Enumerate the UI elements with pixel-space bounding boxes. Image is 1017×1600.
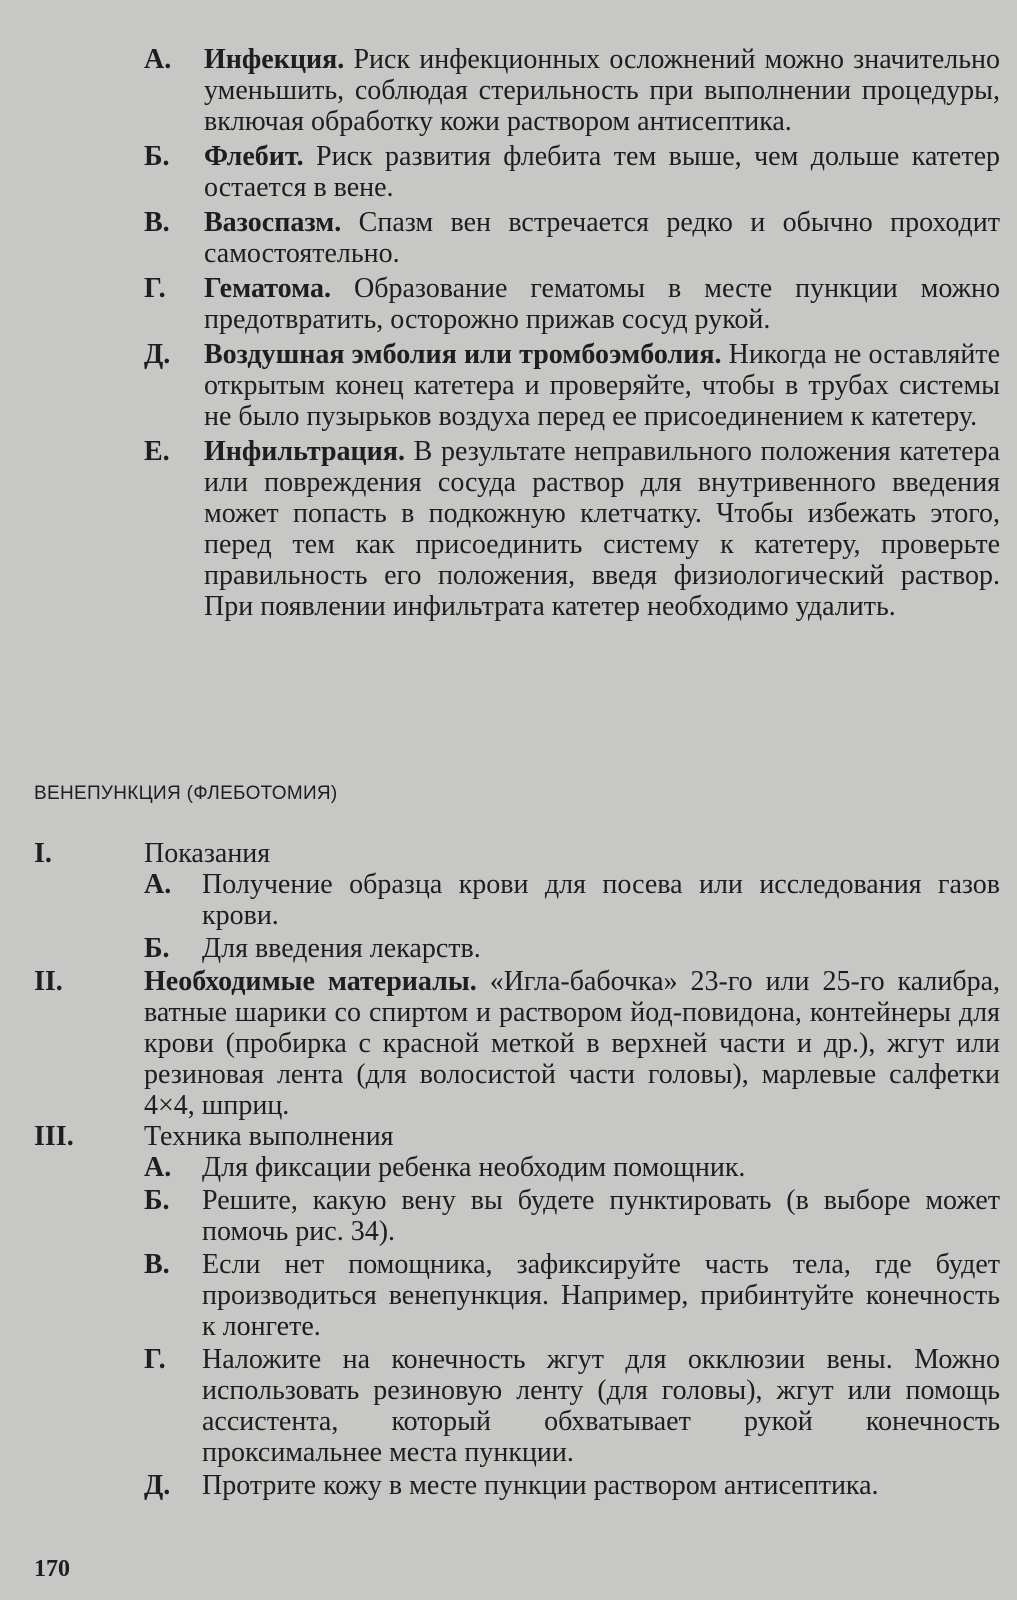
item-marker: А. — [144, 44, 172, 75]
item-marker: В. — [144, 207, 170, 238]
item-text: Спазм вен встречается редко и обычно проходит самостоятельно. — [204, 207, 1001, 269]
list-item — [144, 1344, 1000, 1468]
item-marker: Д. — [144, 339, 171, 370]
item-term: Воздушная эмболия или тромбоэмболия. — [204, 339, 722, 370]
item-text: Получение образца крови для посева или исследования газов крови. — [202, 869, 1000, 931]
section-number: I. — [34, 838, 52, 869]
section-number: III. — [34, 1121, 74, 1152]
section-indications — [34, 838, 1000, 869]
section-title: Техника выполнения — [144, 1121, 394, 1152]
item-term: Вазоспазм. — [204, 207, 342, 238]
item-text: Для введения лекарств. — [202, 933, 481, 964]
item-text: Если нет помощника, зафиксируйте часть тела, где будет производиться венепункция. Например, прибинтуйте конечность к лонгете. — [202, 1249, 1000, 1342]
list-item — [144, 141, 1000, 203]
page-number: 170 — [34, 1556, 70, 1582]
item-marker: Е. — [144, 436, 170, 467]
section-technique — [34, 1121, 1000, 1152]
list-item — [144, 436, 1000, 622]
item-term: Флебит. — [204, 141, 304, 172]
list-item — [144, 1249, 1000, 1342]
item-text: Риск развития флебита тем выше, чем дольше катетер остается в вене. — [204, 141, 1000, 203]
item-marker: Д. — [144, 1470, 171, 1501]
item-marker: А. — [144, 1152, 172, 1183]
item-term: Инфекция. — [204, 44, 345, 75]
section-title: Показания — [144, 838, 271, 869]
item-text: Решите, какую вену вы будете пунктировать (в выборе может помочь рис. 34). — [202, 1185, 1000, 1247]
item-marker: Б. — [144, 1185, 170, 1216]
item-term: Инфильтрация. — [204, 436, 405, 467]
item-marker: Б. — [144, 141, 170, 172]
list-item — [144, 869, 1000, 931]
list-item — [144, 1152, 1000, 1183]
item-text: Наложите на конечность жгут для окклюзии вены. Можно использовать резиновую ленту (для головы), жгут или помощь ассистента, который обхватывает рукой конечность проксимальнее места пункции. — [202, 1344, 1000, 1468]
list-item — [144, 339, 1000, 432]
list-item — [144, 207, 1000, 269]
section-number: II. — [34, 966, 63, 997]
item-text: Риск инфекционных осложнений можно значительно уменьшить, соблюдая стерильность при выполнении процедуры, включая обработку кожи раствором антисептика. — [204, 44, 1000, 137]
item-text: Протрите кожу в месте пункции раствором антисептика. — [202, 1470, 879, 1501]
list-item — [144, 933, 1000, 964]
complications-list — [144, 44, 1000, 626]
section-text: «Игла-бабочка» 23-го или 25-го калибра, ватные шарики со спиртом и раствором йод-повидона, контейнеры для крови (пробирка с красной меткой в верхней части и др.), жгут или резиновая лента (для волосистой части головы), марлевые салфетки 4×4, шприц. — [144, 966, 1000, 1121]
list-item — [144, 44, 1000, 137]
item-marker: Б. — [144, 933, 170, 964]
section-heading: ВЕНЕПУНКЦИЯ (ФЛЕБОТОМИЯ) — [34, 783, 338, 804]
item-marker: В. — [144, 1249, 170, 1280]
item-marker: А. — [144, 869, 172, 900]
list-item — [144, 273, 1000, 335]
item-text: Никогда не оставляйте открытым конец катетера и проверяйте, чтобы в трубах системы не было пузырьков воздуха перед ее присоединением к катетеру. — [204, 339, 1000, 432]
list-item — [144, 1185, 1000, 1247]
item-marker: Г. — [144, 1344, 166, 1375]
procedure-outline — [34, 838, 1000, 1503]
item-term: Гематома. — [204, 273, 331, 304]
item-text: Для фиксации ребенка необходим помощник. — [202, 1152, 746, 1183]
list-item — [144, 1470, 1000, 1501]
section-materials — [34, 966, 1000, 1121]
section-title: Необходимые материалы. — [144, 966, 477, 997]
item-marker: Г. — [144, 273, 166, 304]
item-text: Образование гематомы в месте пункции можно предотвратить, осторожно прижав сосуд рукой. — [204, 273, 1001, 335]
item-text: В результате неправильного положения катетера или повреждения сосуда раствор для внутривенного введения может попасть в подкожную клетчатку. Чтобы избежать этого, перед тем как присоединить систему к катетеру, проверьте правильность его положения, введя физиологический раствор. При появлении инфильтрата катетер необходимо удалить. — [204, 436, 1000, 622]
